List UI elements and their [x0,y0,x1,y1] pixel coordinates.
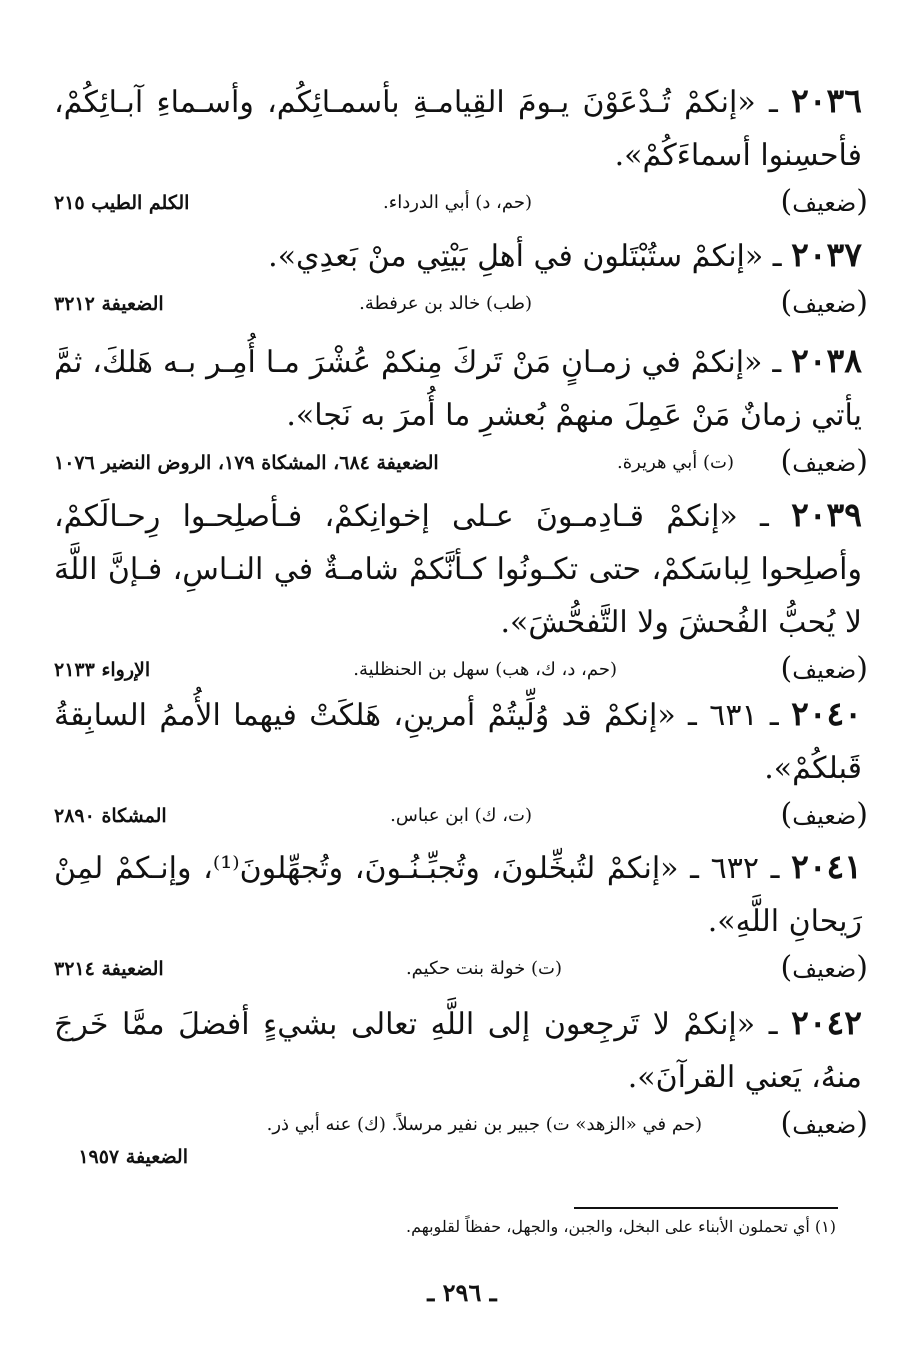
hadith-number: ٢٠٣٧ [791,235,862,274]
grade-label: (ضعيف) [780,1106,868,1141]
reference-row [54,1106,868,1146]
reference-list: الإرواء ٢١٣٣ [54,659,151,681]
footnote-divider [574,1207,838,1209]
hadith-text: ـ «إنكمْ لا تَرجِعون إلى اللَّهِ تعالى بشيءٍ أفضلَ ممَّا خَرجَ منهُ، يَعني القرآنَ». [54,1007,862,1095]
reference-list: الضعيفة ٣٢١٢ [54,293,164,315]
hadith-number: ٢٠٤١ [791,847,862,886]
reference-list: الضعيفة ٣٢١٤ [54,958,164,980]
page-number: ـ ٢٩٦ ـ [427,1278,497,1307]
grade-label: (ضعيف) [780,285,868,320]
hadith-entry [54,488,868,691]
footnote: (١) أي تحملون الأبناء على البخل، والجبن، والجهل، حفظاً لقلوبهم. [405,1217,836,1236]
reference-list: الضعيفة ١٩٥٧ [78,1146,188,1168]
reference-list: الضعيفة ٦٨٤، المشكاة ١٧٩، الروض النضير ١٠٧٦ [54,452,439,474]
hadith-text: ـ «إنكمْ ستُبْتَلون في أهلِ بَيْتِي منْ بَعدِي». [268,239,792,274]
hadith-entry [54,840,868,990]
hadith-entry [54,687,868,837]
reference-row [54,285,868,325]
hadith-text-block [54,488,862,649]
source-text: (حم في «الزهد» ت) جبير بن نفير مرسلاً. (ك) عنه أبي ذر. [266,1114,702,1135]
grade-label: (ضعيف) [780,797,868,832]
hadith-number: ٢٠٤٢ [791,1003,862,1042]
grade-label: (ضعيف) [780,651,868,686]
hadith-text: ـ «إنكمْ تُـدْعَوْنَ يـومَ القِيامـةِ بأسمـائِكُم، وأسـماءِ آبـائِكُمْ، فأحسِنوا أسماءَكُمْ». [54,85,862,173]
hadith-text-block [54,996,862,1104]
hadith-entry [54,74,868,224]
grade-label: (ضعيف) [780,444,868,479]
hadith-text: ـ «إنكمْ في زمـانٍ مَنْ تَركَ مِنكمْ عُشْرَ مـا أُمِـر بـه هَلكَ، ثمَّ يأتي زمانٌ مَنْ عَمِلَ منهمْ بُعشرِ ما أُمرَ به نَجا». [54,345,862,433]
source-text: (ت) خولة بنت حكيم. [405,958,562,979]
source-text: (طب) خالد بن عرفطة. [359,293,532,314]
hadith-text-block [54,840,862,948]
hadith-number: ٢٠٣٩ [791,495,862,534]
source-text: (حم، د، ك، هب) سهل بن الحنظلية. [353,659,617,680]
grade-label: (ضعيف) [780,950,868,985]
hadith-number: ٢٠٤٠ [791,694,862,733]
hadith-text: ـ ٦٣١ ـ «إنكمْ قد وُلِّيتُمْ أمرينِ، هَلكَتْ فيهما الأُممُ السابِقةُ قَبلكُمْ». [54,698,862,786]
hadith-text: ـ ٦٣٢ ـ «إنكمْ لتُبخِّلونَ، وتُجبِّـنُـونَ، وتُجهِّلونَ⁽¹⁾، وإنـكمْ لمِنْ رَيحانِ اللَّهِ». [54,851,862,939]
hadith-text-block [54,228,862,283]
hadith-text: ـ «إنكمْ قـادِمـونَ عـلى إخوانِكمْ، فـأصلِحـوا رِحـالَكمْ، وأصلِحوا لِباسَكمْ، حتى تكـونُوا كـأنَّكمْ شامـةٌ في النـاسِ، فـإنَّ اللَّهَ لا يُحبُّ الفُحشَ ولا التَّفحُّشَ». [54,499,862,640]
hadith-text-block [54,687,862,795]
reference-row [54,950,868,990]
source-text: (ت) أبي هريرة. [617,452,734,473]
reference-list: المشكاة ٢٨٩٠ [54,805,167,827]
hadith-entry [54,334,868,484]
source-text: (حم، د) أبي الدرداء. [383,192,532,213]
hadith-entry [54,228,868,325]
hadith-text-block [54,74,862,182]
reference-row [54,184,868,224]
source-text: (ت، ك) ابن عباس. [390,805,532,826]
reference-row [54,444,868,484]
hadith-text-block [54,334,862,442]
reference-row [54,651,868,691]
reference-list: الكلم الطيب ٢١٥ [54,192,190,214]
reference-row [54,797,868,837]
grade-label: (ضعيف) [780,184,868,219]
hadith-number: ٢٠٣٨ [791,341,862,380]
hadith-entry [54,996,868,1146]
hadith-number: ٢٠٣٦ [791,81,862,120]
